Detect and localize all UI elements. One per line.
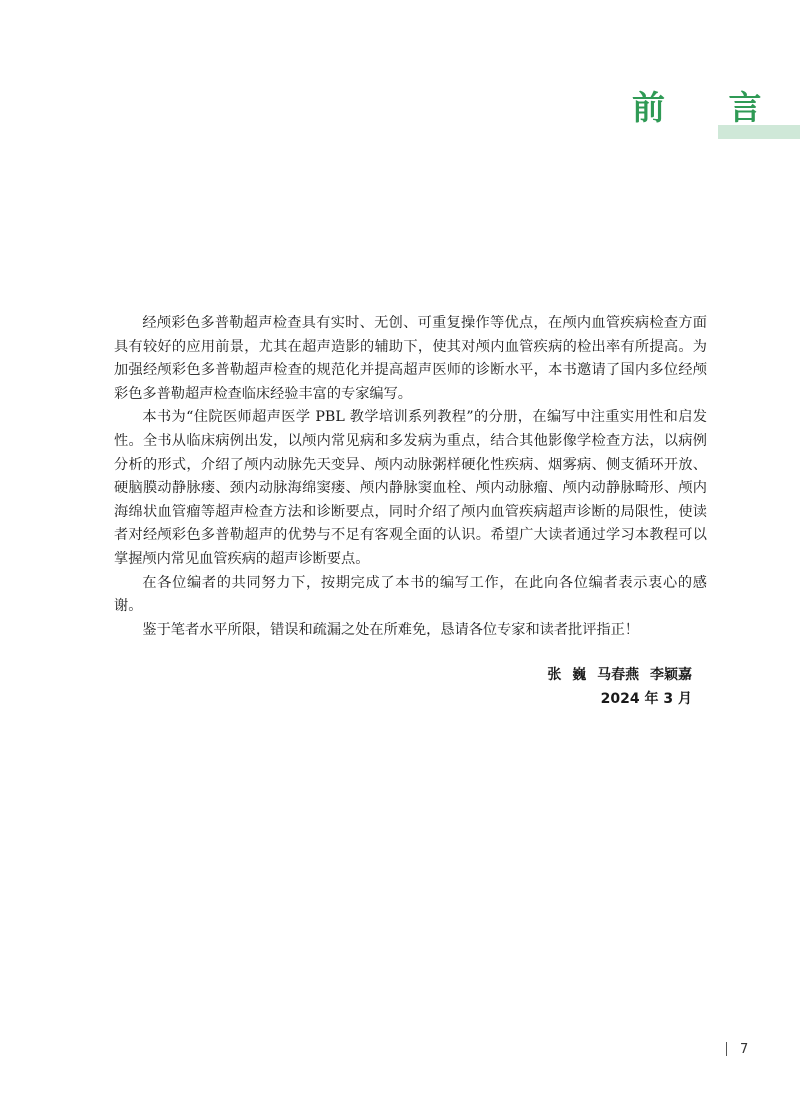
signature-authors: 张 巍 马春燕 李颖嘉 [547,667,692,683]
signature-block [392,663,692,711]
preface-paragraph-1: 经颅彩色多普勒超声检查具有实时、无创、可重复操作等优点，在颅内血管疾病检查方面具有较好的应用前景，尤其在超声造影的辅助下，使其对颅内血管疾病的检出率有所提高。为加强经颅彩色多普勒超声检查的规范化并提高超声医师的诊断水平，本书邀请了国内多位经颅彩色多普勒超声检查临床经验丰富的专家编写。 [114,315,707,402]
page-footer [726,1040,748,1058]
signature-date: 2024 年 3 月 [600,691,692,707]
page-number: 7 [740,1041,749,1057]
preface-body [114,312,707,642]
footer-divider [726,1042,727,1056]
preface-paragraph-4: 鉴于笔者水平所限，错误和疏漏之处在所难免，恳请各位专家和读者批评指正！ [142,621,639,638]
preface-paragraph-3: 在各位编者的共同努力下，按期完成了本书的编写工作，在此向各位编者表示衷心的感谢。 [114,574,707,615]
page-title: 前 言 [632,88,788,127]
preface-paragraph-2: 本书为“住院医师超声医学 PBL 教学培训系列教程”的分册，在编写中注重实用性和启发性。全书从临床病例出发，以颅内常见病和多发病为重点，结合其他影像学检查方法，以病例分析的形式，介绍了颅内动脉先天变异、颅内动脉粥样硬化性疾病、烟雾病、侧支循环开放、硬脑膜动静脉瘘、颈内动脉海绵窦瘘、颅内静脉窦血栓、颅内动脉瘤、颅内动静脉畸形、颅内海绵状血管瘤等超声检查方法和诊断要点，同时介绍了颅内血管疾病超声诊断的局限性，使读者对经颅彩色多普勒超声的优势与不足有客观全面的认识。希望广大读者通过学习本教程可以掌握颅内常见血管疾病的超声诊断要点。 [114,409,707,567]
